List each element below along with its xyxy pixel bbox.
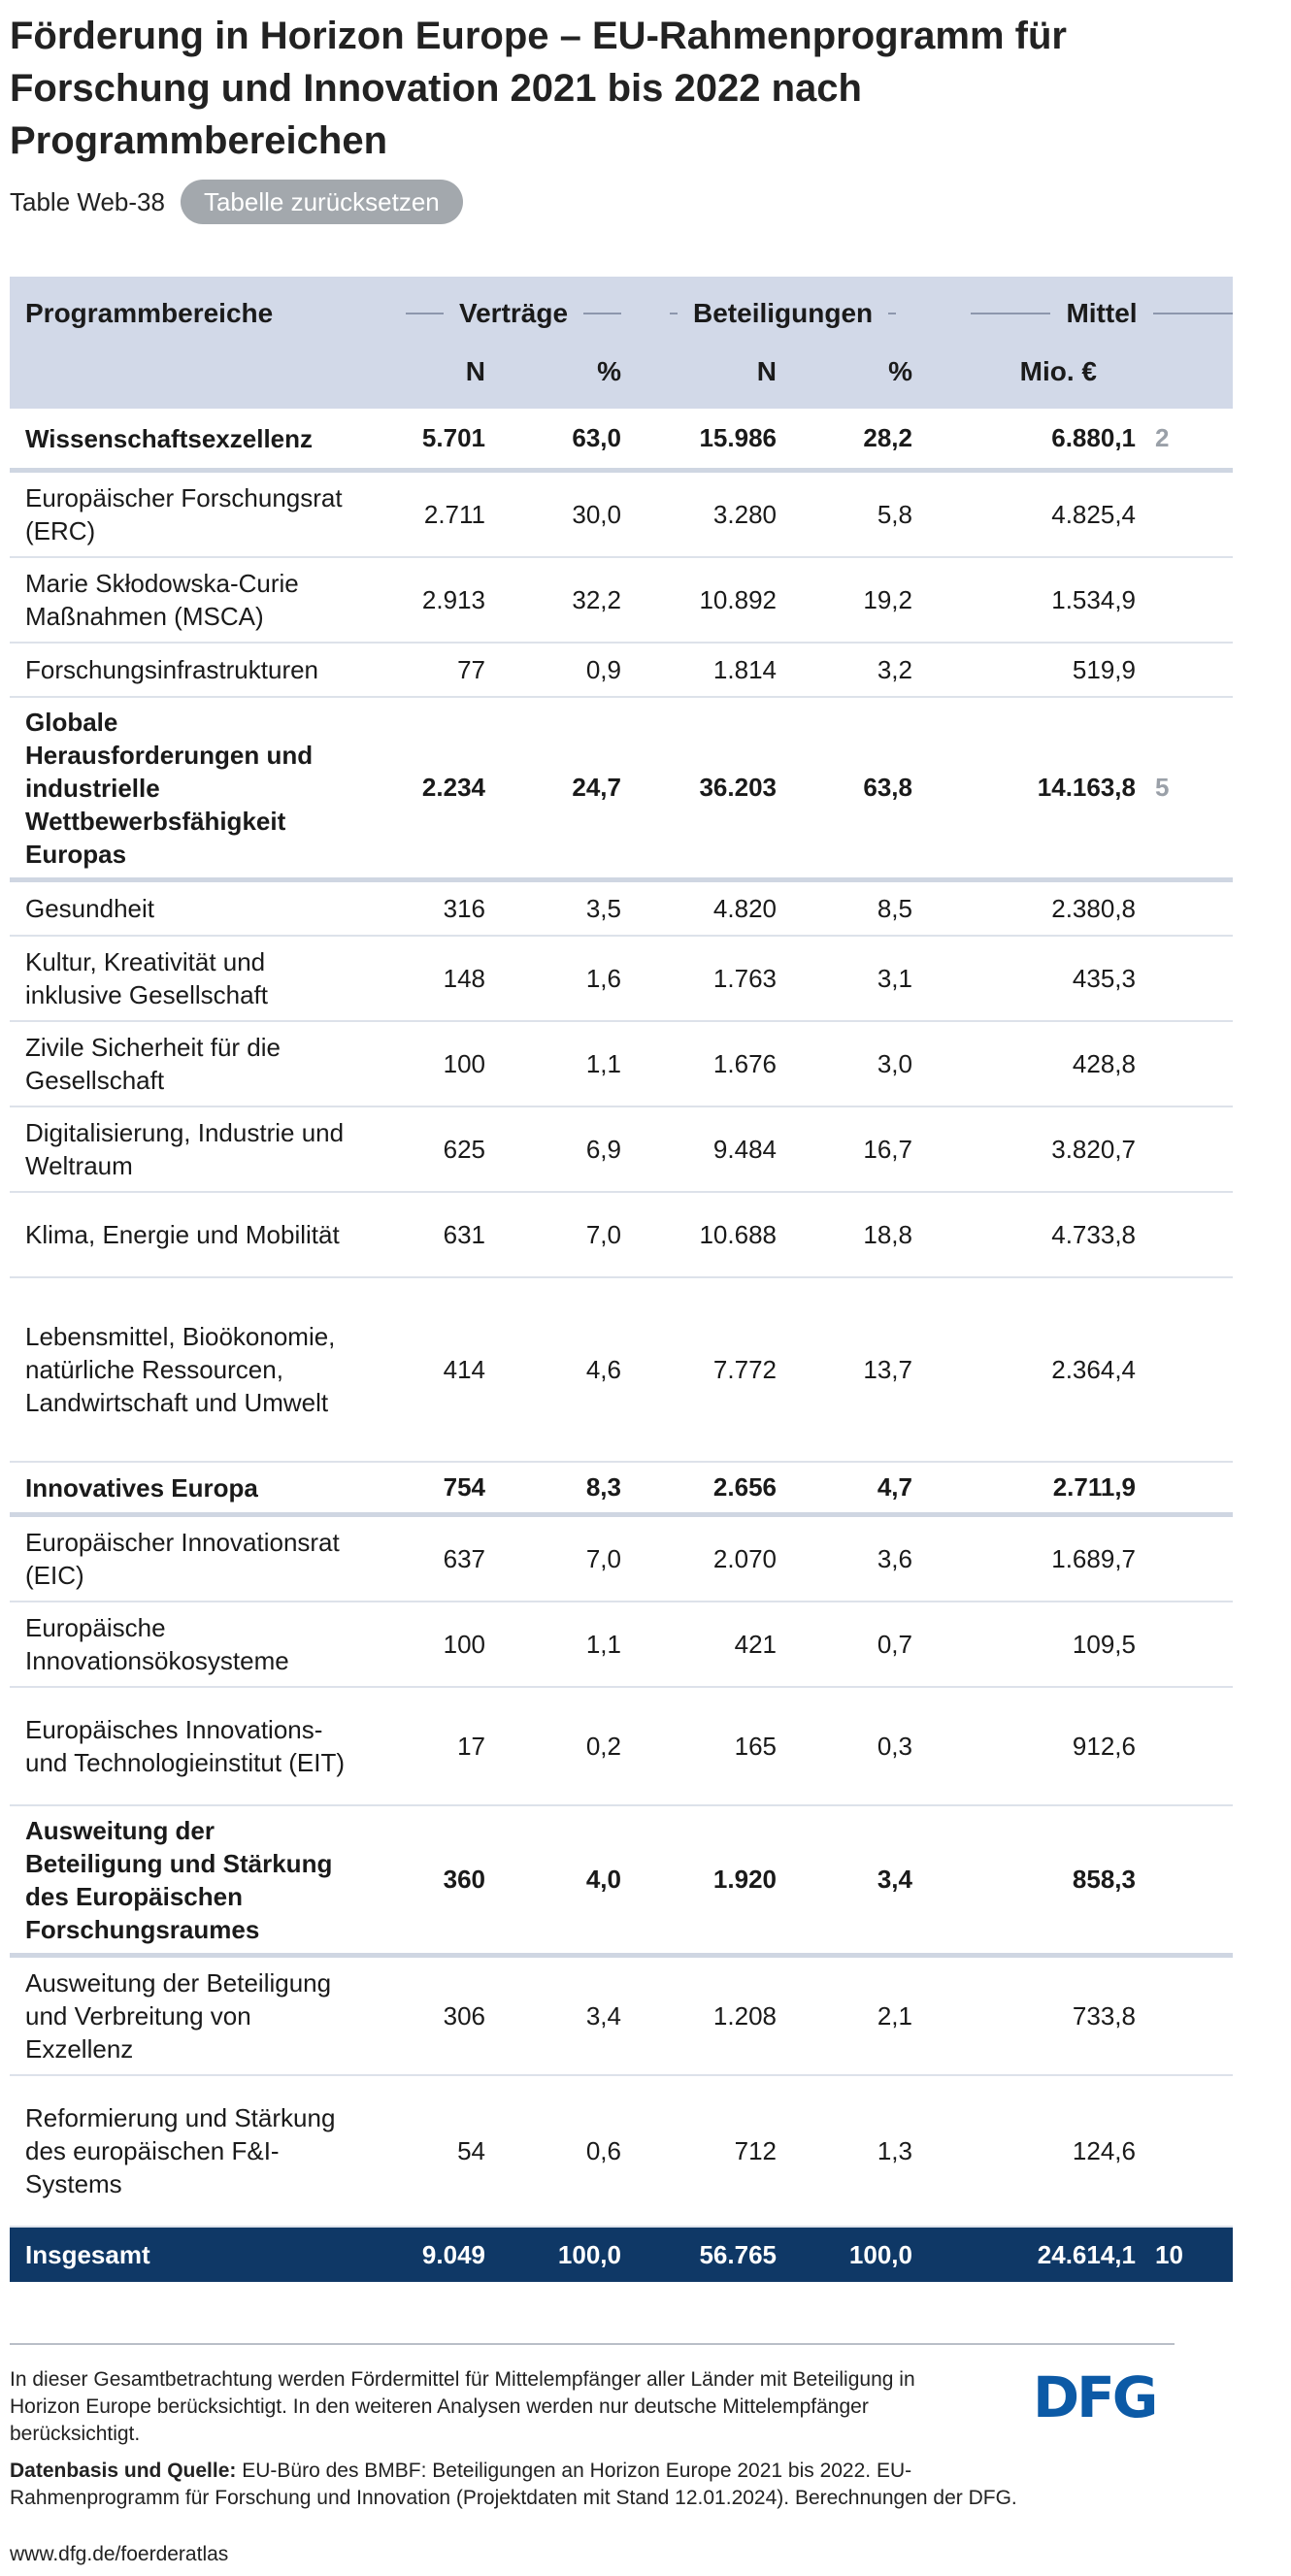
- cell-contracts-percent: 7,0: [585, 1219, 621, 1249]
- source-text: EU-Büro des BMBF: Beteiligungen an Horizon Europe 2021 bis 2022. EU-Rahmenprogramm für Forschung und Innovation (Projektdaten mit Stand 12.01.2024). Berechnungen der DFG.: [10, 2460, 1017, 2509]
- row-label: Europäisches Innovations- und Technologieinstitut (EIT): [25, 1715, 346, 1777]
- cell-funds-mio: 2.364,4: [1051, 1354, 1136, 1384]
- table-row[interactable]: [10, 1602, 1233, 1688]
- cell-participations-n: 7.772: [712, 1354, 777, 1384]
- cell-participations-n: 3.280: [712, 499, 777, 529]
- cell-contracts-percent: 1,6: [585, 963, 621, 993]
- table-row[interactable]: [10, 1022, 1233, 1107]
- table-row[interactable]: [10, 1517, 1233, 1602]
- row-label: Kultur, Kreativität und inklusive Gesellschaft: [25, 947, 268, 1009]
- cell-participations-percent: 3,2: [877, 654, 912, 684]
- reset-table-button[interactable]: Tabelle zurücksetzen: [181, 180, 463, 224]
- row-label: Globale Herausforderungen und industrielle Wettbewerbsfähigkeit Europas: [25, 707, 314, 869]
- cell-contracts-percent: 3,5: [585, 893, 621, 923]
- cell-contracts-percent: 24,7: [572, 773, 621, 802]
- cell-funds-mio: 858,3: [1072, 1865, 1136, 1894]
- row-label: Innovatives Europa: [25, 1472, 258, 1503]
- cell-contracts-percent: 100,0: [557, 2239, 621, 2269]
- cell-contracts-n: 316: [443, 893, 485, 923]
- cell-participations-percent: 63,8: [863, 773, 912, 802]
- row-label: Wissenschaftsexzellenz: [25, 423, 314, 453]
- subheader-funds-mio[interactable]: Mio. €: [1019, 356, 1097, 386]
- cell-participations-percent: 4,7: [877, 1472, 912, 1502]
- column-group-contracts[interactable]: [406, 294, 621, 333]
- cell-contracts-n: 2.234: [421, 773, 485, 802]
- cell-contracts-n: 414: [443, 1354, 485, 1384]
- cell-funds-mio: 6.880,1: [1051, 423, 1136, 452]
- cell-participations-n: 10.892: [699, 584, 777, 614]
- cell-funds-mio: 24.614,1: [1037, 2239, 1136, 2269]
- cell-participations-n: 1.920: [712, 1865, 777, 1894]
- cell-funds-mio: 1.689,7: [1051, 1543, 1136, 1573]
- row-label: Lebensmittel, Bioökonomie, natürliche Ressourcen, Landwirtschaft und Umwelt: [25, 1322, 336, 1417]
- cell-funds-mio: 1.534,9: [1051, 584, 1136, 614]
- subheader-participations-n[interactable]: N: [756, 356, 777, 386]
- row-label: Ausweitung der Beteiligung und Verbreitung von Exzellenz: [25, 1968, 332, 2064]
- table-row[interactable]: [10, 882, 1233, 937]
- cell-contracts-n: 77: [457, 654, 485, 684]
- cell-clipped-next-column: 2: [1155, 423, 1170, 452]
- table-row[interactable]: [10, 1958, 1233, 2076]
- row-label: Insgesamt: [25, 2240, 150, 2269]
- cell-participations-percent: 8,5: [877, 893, 912, 923]
- cell-participations-n: 10.688: [699, 1219, 777, 1249]
- cell-contracts-n: 625: [443, 1134, 485, 1164]
- subheader-contracts-percent[interactable]: %: [597, 356, 621, 386]
- cell-participations-n: 1.208: [712, 2000, 777, 2031]
- cell-participations-percent: 2,1: [877, 2000, 912, 2031]
- cell-contracts-n: 2.913: [421, 584, 485, 614]
- cell-contracts-percent: 1,1: [585, 1048, 621, 1078]
- cell-participations-n: 1.814: [712, 654, 777, 684]
- cell-contracts-percent: 32,2: [572, 584, 621, 614]
- page-title: Förderung in Horizon Europe – EU-Rahmenprogramm für Forschung und Innovation 2021 bis 2022 nach Programmbereichen: [10, 15, 1067, 162]
- table-header: [10, 277, 1233, 409]
- cell-funds-mio: 733,8: [1072, 2000, 1136, 2031]
- cell-contracts-percent: 63,0: [572, 423, 621, 452]
- source-label: Datenbasis und Quelle:: [10, 2460, 237, 2482]
- table-meta: [10, 179, 463, 225]
- cell-participations-percent: 0,7: [877, 1629, 912, 1659]
- cell-clipped-next-column: 10: [1155, 2239, 1183, 2269]
- data-table[interactable]: [10, 277, 1183, 2315]
- table-row[interactable]: [10, 937, 1233, 1022]
- cell-participations-percent: 13,7: [863, 1354, 912, 1384]
- table-row-section[interactable]: [10, 1806, 1233, 1958]
- column-header-program[interactable]: Programmbereiche: [25, 298, 274, 328]
- cell-participations-percent: 1,3: [877, 2135, 912, 2165]
- column-group-contracts-label: Verträge: [458, 298, 569, 328]
- cell-funds-mio: 519,9: [1072, 654, 1136, 684]
- subheader-participations-percent[interactable]: %: [888, 356, 912, 386]
- cell-contracts-n: 9.049: [421, 2239, 485, 2269]
- table-note: In dieser Gesamtbetrachtung werden Fördermittel für Mittelempfänger aller Länder mit Beteiligung in Horizon Europe berücksichtigt. In den weiteren Analysen werden nur deutsche Mittelempfänger berücksichtigt.: [10, 2368, 915, 2445]
- cell-contracts-percent: 4,6: [585, 1354, 621, 1384]
- row-label: Ausweitung der Beteiligung und Stärkung des Europäischen Forschungsraumes: [25, 1815, 333, 1944]
- cell-funds-mio: 124,6: [1072, 2135, 1136, 2165]
- cell-participations-n: 421: [734, 1629, 777, 1659]
- cell-contracts-percent: 0,6: [585, 2135, 621, 2165]
- cell-funds-mio: 428,8: [1072, 1048, 1136, 1078]
- table-row[interactable]: [10, 1688, 1233, 1806]
- footer-url[interactable]: www.dfg.de/foerderatlas: [10, 2543, 229, 2565]
- cell-contracts-n: 17: [457, 1731, 485, 1761]
- cell-contracts-percent: 0,9: [585, 654, 621, 684]
- row-label: Zivile Sicherheit für die Gesellschaft: [25, 1033, 281, 1095]
- column-group-funds-label: Mittel: [1066, 298, 1138, 328]
- row-label: Klima, Energie und Mobilität: [25, 1220, 340, 1249]
- cell-participations-n: 36.203: [699, 773, 777, 802]
- cell-funds-mio: 109,5: [1072, 1629, 1136, 1659]
- cell-funds-mio: 2.711,9: [1052, 1472, 1136, 1502]
- cell-participations-percent: 18,8: [863, 1219, 912, 1249]
- table-row[interactable]: [10, 1193, 1233, 1278]
- row-label: Forschungsinfrastrukturen: [25, 655, 319, 684]
- cell-funds-mio: 4.733,8: [1051, 1219, 1136, 1249]
- cell-participations-n: 712: [734, 2135, 777, 2165]
- cell-contracts-n: 2.711: [423, 499, 485, 529]
- row-label: Gesundheit: [25, 894, 154, 923]
- cell-participations-n: 2.070: [712, 1543, 777, 1573]
- cell-contracts-percent: 4,0: [585, 1865, 621, 1894]
- cell-contracts-n: 631: [443, 1219, 485, 1249]
- row-label: Digitalisierung, Industrie und Weltraum: [25, 1118, 345, 1180]
- table-body: [10, 409, 1233, 2282]
- cell-participations-percent: 3,0: [877, 1048, 912, 1078]
- cell-participations-n: 15.986: [699, 423, 777, 452]
- cell-contracts-n: 306: [443, 2000, 485, 2031]
- table-number: Table Web-38: [10, 186, 165, 216]
- cell-participations-n: 165: [734, 1731, 777, 1761]
- cell-participations-percent: 100,0: [848, 2239, 912, 2269]
- cell-contracts-percent: 30,0: [572, 499, 621, 529]
- footer-divider: [10, 2343, 1175, 2345]
- cell-funds-mio: 14.163,8: [1037, 773, 1136, 802]
- cell-participations-percent: 3,4: [877, 1865, 912, 1894]
- table-row[interactable]: [10, 2076, 1233, 2228]
- cell-contracts-percent: 7,0: [585, 1543, 621, 1573]
- column-group-participations[interactable]: [670, 294, 912, 333]
- cell-funds-mio: 4.825,4: [1051, 499, 1136, 529]
- column-group-funds[interactable]: [971, 294, 1233, 333]
- cell-contracts-n: 637: [443, 1543, 485, 1573]
- cell-funds-mio: 2.380,8: [1051, 893, 1136, 923]
- table-row-section[interactable]: [10, 1463, 1233, 1517]
- dfg-logo: [1033, 2364, 1178, 2430]
- cell-participations-n: 1.676: [712, 1048, 777, 1078]
- table-row[interactable]: [10, 1278, 1233, 1463]
- row-label: Europäischer Innovationsrat (EIC): [25, 1528, 340, 1590]
- cell-contracts-n: 100: [443, 1629, 485, 1659]
- cell-funds-mio: 3.820,7: [1051, 1134, 1136, 1164]
- cell-contracts-percent: 1,1: [585, 1629, 621, 1659]
- table-row[interactable]: [10, 473, 1233, 558]
- cell-participations-percent: 3,6: [877, 1543, 912, 1573]
- cell-participations-n: 2.656: [712, 1472, 777, 1502]
- cell-contracts-n: 754: [443, 1472, 485, 1502]
- cell-contracts-n: 360: [443, 1865, 485, 1894]
- cell-participations-n: 9.484: [712, 1134, 777, 1164]
- cell-participations-n: 1.763: [712, 963, 777, 993]
- cell-funds-mio: 435,3: [1072, 963, 1136, 993]
- cell-contracts-percent: 8,3: [585, 1472, 621, 1502]
- cell-participations-percent: 5,8: [877, 499, 912, 529]
- source-note: [10, 2458, 1019, 2512]
- cell-contracts-percent: 0,2: [585, 1731, 621, 1761]
- table-row[interactable]: [10, 558, 1233, 644]
- cell-clipped-next-column: 5: [1155, 773, 1170, 802]
- row-label: Europäischer Forschungsrat (ERC): [25, 483, 343, 545]
- cell-participations-n: 4.820: [712, 893, 777, 923]
- cell-participations-n: 56.765: [699, 2239, 777, 2269]
- table-row-section[interactable]: [10, 698, 1233, 882]
- column-group-participations-label: Beteiligungen: [693, 298, 874, 328]
- table-row[interactable]: [10, 1107, 1233, 1193]
- cell-contracts-n: 148: [443, 963, 485, 993]
- table-row-total[interactable]: [10, 2228, 1233, 2282]
- table-row-section[interactable]: [10, 409, 1233, 473]
- cell-contracts-n: 100: [443, 1048, 485, 1078]
- cell-participations-percent: 0,3: [877, 1731, 912, 1761]
- cell-contracts-percent: 3,4: [585, 2000, 621, 2031]
- cell-participations-percent: 3,1: [877, 963, 912, 993]
- cell-contracts-percent: 6,9: [585, 1134, 621, 1164]
- cell-contracts-n: 54: [457, 2135, 485, 2165]
- row-label: Reformierung und Stärkung des europäischen F&I-Systems: [25, 2103, 336, 2198]
- cell-participations-percent: 19,2: [863, 584, 912, 614]
- row-label: Marie Skłodowska-Curie Maßnahmen (MSCA): [25, 569, 299, 631]
- row-label: Europäische Innovationsökosysteme: [25, 1613, 289, 1675]
- cell-participations-percent: 28,2: [863, 423, 912, 452]
- cell-participations-percent: 16,7: [863, 1134, 912, 1164]
- table-row[interactable]: [10, 644, 1233, 698]
- dfg-logo-text: DFG: [1033, 2364, 1156, 2430]
- subheader-contracts-n[interactable]: N: [465, 356, 485, 386]
- cell-funds-mio: 912,6: [1072, 1731, 1136, 1761]
- cell-contracts-n: 5.701: [421, 423, 485, 452]
